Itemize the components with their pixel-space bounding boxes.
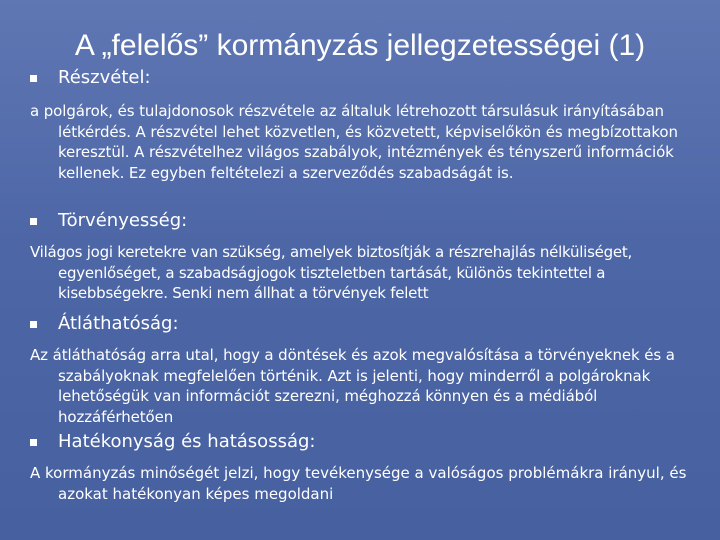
section-text: a polgárok, és tulajdonosok részvétele az általuk létrehozott társulásuk irányításában létkérdés. A részvétel lehet közvetlen, és közvetett, képviselőkön és megbízottakon keresztül. A részvételhez világos szabályok, intézmények és tényszerű információk kellenek. Ez egyben feltételezi a szerveződés szabadságát is.: [30, 102, 678, 182]
section-text: Az átláthatóság arra utal, hogy a döntések és azok megvalósítása a törvényeknek és a szabályoknak megfelelően történik. Azt is jelenti, hogy minderről a polgároknak lehetőségük van információt szerezni, méghozzá könnyen és a médiából hozzáférhetően: [30, 346, 675, 426]
section-text: Világos jogi keretekre van szükség, amelyek biztosítják a részrehajlás nélküliséget, egyenlőséget, a szabadságjogok tiszteletben tartását, különös tekintettel a kisebbségekre. Senki nem állhat a törvények felett: [30, 243, 633, 302]
section-participation: [0, 67, 720, 183]
section-legality: [0, 210, 720, 304]
square-bullet-icon: [30, 75, 37, 82]
square-bullet-icon: [30, 439, 37, 446]
section-heading: Hatékonyság és hatásosság:: [58, 431, 316, 452]
bullet-row: [0, 210, 720, 236]
bullet-row: [0, 313, 720, 339]
section-text: A kormányzás minőségét jelzi, hogy tevékenysége a valóságos problémákra irányul, és azokat hatékonyan képes megoldani: [30, 464, 687, 503]
slide-title: A „felelős” kormányzás jellegzetességei (1): [74, 29, 646, 62]
square-bullet-icon: [30, 321, 37, 328]
section-efficiency: [0, 431, 720, 504]
section-heading: Részvétel:: [58, 67, 151, 88]
section-heading: Törvényesség:: [58, 210, 188, 231]
section-heading: Átláthatóság:: [58, 313, 179, 334]
bullet-row: [0, 431, 720, 457]
section-transparency: [0, 313, 720, 427]
bullet-row: [0, 67, 720, 93]
square-bullet-icon: [30, 218, 37, 225]
